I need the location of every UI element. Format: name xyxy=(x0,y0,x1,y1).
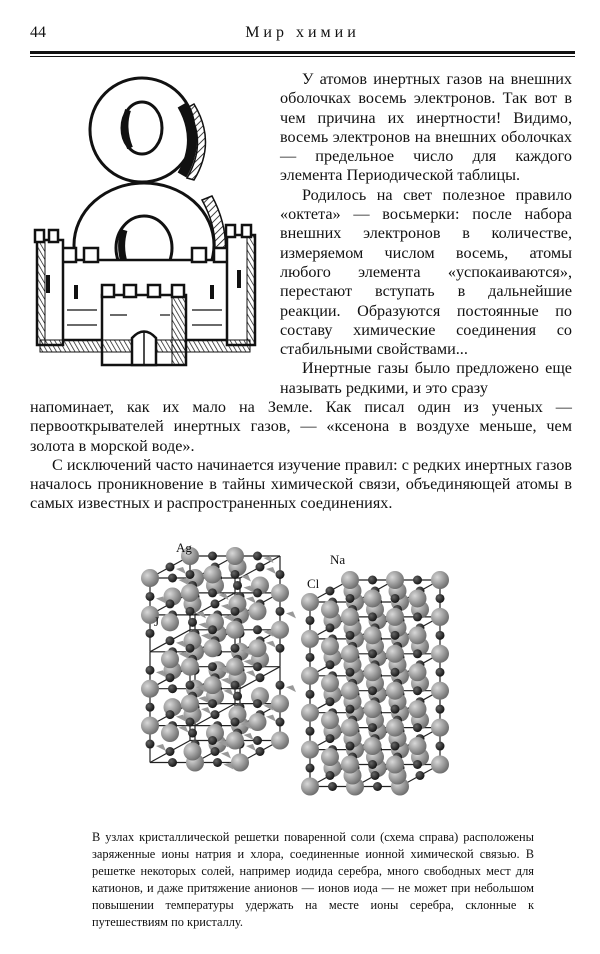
cation-sphere xyxy=(346,631,355,640)
cation-sphere xyxy=(413,612,422,621)
cation-sphere xyxy=(186,681,195,690)
cation-sphere xyxy=(231,570,240,579)
anion-sphere xyxy=(386,645,404,663)
anion-sphere xyxy=(386,608,404,626)
cation-sphere xyxy=(208,552,217,561)
migration-arrow-icon xyxy=(286,611,296,618)
migration-arrow-icon xyxy=(201,707,211,714)
cation-sphere xyxy=(436,742,445,751)
anion-sphere xyxy=(321,711,339,729)
cation-sphere xyxy=(208,662,217,671)
paragraph-1: У атомов инертных газов на внешних оболочках восемь электронов. Так вот в чем причина их инертности! Видимо, восемь электронов на внешних оболочках — предельное число для каждого элемента Периодической таблицы. xyxy=(280,70,572,185)
cation-sphere xyxy=(368,612,377,621)
anion-sphere xyxy=(226,658,244,676)
cation-sphere xyxy=(368,760,377,769)
anion-sphere xyxy=(341,682,359,700)
migration-arrow-icon xyxy=(176,567,186,574)
cation-sphere xyxy=(211,599,220,608)
anion-sphere xyxy=(301,630,319,648)
migration-arrow-icon xyxy=(244,733,254,740)
cation-sphere xyxy=(186,718,195,727)
cation-sphere xyxy=(368,686,377,695)
label-cl: Cl xyxy=(307,576,320,591)
cation-sphere xyxy=(276,644,285,653)
cation-sphere xyxy=(146,740,155,749)
label-ag: Ag xyxy=(176,540,192,555)
anion-sphere xyxy=(341,608,359,626)
anion-sphere xyxy=(204,565,222,583)
cation-sphere xyxy=(306,690,315,699)
cation-sphere xyxy=(391,668,400,677)
anion-sphere xyxy=(431,682,449,700)
anion-sphere xyxy=(204,639,222,657)
cation-sphere xyxy=(253,552,262,561)
cation-sphere xyxy=(213,758,222,767)
anion-sphere xyxy=(161,613,179,631)
migration-arrow-icon xyxy=(266,641,276,648)
cation-sphere xyxy=(416,771,425,780)
crystal-lattice-figure xyxy=(130,530,460,815)
cation-sphere xyxy=(233,581,242,590)
label-j: J xyxy=(154,614,160,629)
header-rule-thin xyxy=(30,56,575,57)
migration-arrow-icon xyxy=(221,752,231,759)
cation-sphere xyxy=(413,760,422,769)
anion-sphere xyxy=(181,584,199,602)
anion-sphere xyxy=(431,571,449,589)
migration-arrow-icon xyxy=(286,685,296,692)
anion-sphere xyxy=(249,639,267,657)
anion-sphere xyxy=(301,667,319,685)
label-na: Na xyxy=(330,552,346,567)
anion-sphere xyxy=(226,732,244,750)
anion-sphere xyxy=(271,621,289,639)
paragraph-1-and-2 xyxy=(280,70,572,398)
cation-sphere xyxy=(346,705,355,714)
migration-arrow-icon xyxy=(266,567,276,574)
cation-sphere xyxy=(326,587,335,596)
migration-arrow-icon xyxy=(241,574,251,581)
migration-arrow-icon xyxy=(179,726,189,733)
anion-sphere xyxy=(231,754,249,772)
anion-sphere xyxy=(341,756,359,774)
anion-sphere xyxy=(386,719,404,737)
migration-arrow-icon xyxy=(246,744,256,751)
cation-sphere xyxy=(436,631,445,640)
anion-sphere xyxy=(364,663,382,681)
page-number: 44 xyxy=(30,24,46,41)
cation-sphere xyxy=(211,710,220,719)
cation-sphere xyxy=(208,625,217,634)
cation-sphere xyxy=(168,758,177,767)
anion-sphere xyxy=(161,650,179,668)
cation-sphere xyxy=(326,771,335,780)
cation-sphere xyxy=(436,594,445,603)
cation-sphere xyxy=(146,666,155,675)
cation-sphere xyxy=(276,607,285,616)
anion-sphere xyxy=(341,571,359,589)
anion-sphere xyxy=(321,637,339,655)
cation-sphere xyxy=(368,649,377,658)
cation-sphere xyxy=(371,771,380,780)
paragraph-3-end: напоминает, как их мало на Земле. Как писал один из ученых — первооткрывателей инертных газов, — «ксенона в воздухе меньше, чем золота в морской воде». xyxy=(30,398,572,455)
anion-sphere xyxy=(226,621,244,639)
anion-sphere xyxy=(431,608,449,626)
anion-sphere xyxy=(301,741,319,759)
anion-sphere xyxy=(431,756,449,774)
migration-arrow-icon xyxy=(246,596,256,603)
cation-sphere xyxy=(276,681,285,690)
cation-sphere xyxy=(306,653,315,662)
cation-sphere xyxy=(186,607,195,616)
anion-sphere xyxy=(431,719,449,737)
cation-sphere xyxy=(326,660,335,669)
cation-sphere xyxy=(208,699,217,708)
anion-sphere xyxy=(321,600,339,618)
cation-sphere xyxy=(253,625,262,634)
anion-sphere xyxy=(409,589,427,607)
cation-sphere xyxy=(413,723,422,732)
cation-sphere xyxy=(208,736,217,745)
cation-sphere xyxy=(233,692,242,701)
migration-arrow-icon xyxy=(246,670,256,677)
anion-sphere xyxy=(249,602,267,620)
cation-sphere xyxy=(391,742,400,751)
anion-sphere xyxy=(141,569,159,587)
cation-sphere xyxy=(186,570,195,579)
cation-sphere xyxy=(326,697,335,706)
cation-sphere xyxy=(413,686,422,695)
cation-sphere xyxy=(166,673,175,682)
anion-sphere xyxy=(409,737,427,755)
cation-sphere xyxy=(166,636,175,645)
anion-sphere xyxy=(141,717,159,735)
cation-sphere xyxy=(253,588,262,597)
anion-sphere xyxy=(386,756,404,774)
cation-sphere xyxy=(276,570,285,579)
cation-sphere xyxy=(326,734,335,743)
cation-sphere xyxy=(253,736,262,745)
paragraph-2: Родилось на свет полезное правило «октета» — восьмерки: после набора внешних электронов в количестве, измеряемом числом восемь, атомы любого элемента «успокаиваются», перестают вступать в дальнейшие реакции. Образуются постоянные по составу химические соединения со стабильными свойствами... xyxy=(280,185,572,359)
cation-sphere xyxy=(231,607,240,616)
cation-sphere xyxy=(253,662,262,671)
cation-sphere xyxy=(146,703,155,712)
paragraph-3-continued xyxy=(30,398,572,514)
cation-sphere xyxy=(256,747,265,756)
cation-sphere xyxy=(256,563,265,572)
anion-sphere xyxy=(364,589,382,607)
cation-sphere xyxy=(146,629,155,638)
cation-sphere xyxy=(231,644,240,653)
cation-sphere xyxy=(413,649,422,658)
anion-sphere xyxy=(161,724,179,742)
cation-sphere xyxy=(391,705,400,714)
anion-sphere xyxy=(341,719,359,737)
cation-sphere xyxy=(166,563,175,572)
cation-sphere xyxy=(368,723,377,732)
cation-sphere xyxy=(168,574,177,583)
anion-sphere xyxy=(181,695,199,713)
header-rule-thick xyxy=(30,51,575,54)
cation-sphere xyxy=(231,718,240,727)
cation-sphere xyxy=(208,588,217,597)
cation-sphere xyxy=(328,782,337,791)
cation-sphere xyxy=(188,618,197,627)
cation-sphere xyxy=(276,718,285,727)
cation-sphere xyxy=(326,623,335,632)
migration-arrow-icon xyxy=(266,715,276,722)
cation-sphere xyxy=(186,644,195,653)
anion-sphere xyxy=(321,674,339,692)
cation-sphere xyxy=(188,729,197,738)
anion-sphere xyxy=(181,658,199,676)
cation-sphere xyxy=(306,616,315,625)
anion-sphere xyxy=(386,571,404,589)
cation-sphere xyxy=(306,727,315,736)
anion-sphere xyxy=(364,700,382,718)
anion-sphere xyxy=(409,626,427,644)
cation-sphere xyxy=(391,631,400,640)
anion-sphere xyxy=(226,547,244,565)
cation-sphere xyxy=(413,576,422,585)
migration-arrow-icon xyxy=(224,689,234,696)
nacl-lattice xyxy=(301,571,449,796)
castle-eight-icon xyxy=(32,70,267,375)
cation-sphere xyxy=(368,576,377,585)
anion-sphere xyxy=(271,695,289,713)
cation-sphere xyxy=(166,599,175,608)
anion-sphere xyxy=(271,584,289,602)
paragraph-4: С исключений часто начинается изучение правил: с редких инертных газов началось проникновение в тайны химической связи, объединяющей атомы в самых известных и распространенных соединениях. xyxy=(30,455,572,513)
anion-sphere xyxy=(204,676,222,694)
agi-lattice xyxy=(141,547,296,772)
cation-sphere xyxy=(436,705,445,714)
page-header xyxy=(30,22,575,46)
migration-arrow-icon xyxy=(156,744,166,751)
cation-sphere xyxy=(166,710,175,719)
running-title: Мир химии xyxy=(245,24,360,41)
anion-sphere xyxy=(364,737,382,755)
anion-sphere xyxy=(301,704,319,722)
cation-sphere xyxy=(346,668,355,677)
cation-sphere xyxy=(231,681,240,690)
figure-caption: В узлах кристаллической решетки поваренной соли (схема справа) расположены заряженные ионы натрия и хлора, соединенные ионной химической связью. В решетке некоторых солей, например иодида серебра, много свободных мест для катионов, и даже притяжение анионов — ионов иода — не может при небольшом повышении температуры удержать на месте ионы серебра, склонные к путешествиям по кристаллу. xyxy=(92,830,534,929)
anion-sphere xyxy=(409,663,427,681)
anion-sphere xyxy=(301,593,319,611)
anion-sphere xyxy=(249,713,267,731)
cation-sphere xyxy=(168,684,177,693)
cation-sphere xyxy=(306,764,315,773)
cation-sphere xyxy=(373,782,382,791)
anion-sphere xyxy=(321,748,339,766)
cation-sphere xyxy=(253,699,262,708)
cation-sphere xyxy=(256,673,265,682)
anion-sphere xyxy=(431,645,449,663)
anion-sphere xyxy=(386,682,404,700)
cation-sphere xyxy=(166,747,175,756)
cation-sphere xyxy=(391,594,400,603)
anion-sphere xyxy=(271,732,289,750)
anion-sphere xyxy=(301,778,319,796)
cation-sphere xyxy=(146,592,155,601)
paragraph-3-start: Инертные газы было предложено еще называть редкими, и это сразу xyxy=(280,359,572,397)
cation-sphere xyxy=(346,742,355,751)
anion-sphere xyxy=(364,626,382,644)
anion-sphere xyxy=(341,645,359,663)
anion-sphere xyxy=(184,743,202,761)
anion-sphere xyxy=(141,680,159,698)
cation-sphere xyxy=(211,747,220,756)
cation-sphere xyxy=(436,668,445,677)
anion-sphere xyxy=(409,700,427,718)
cation-sphere xyxy=(346,594,355,603)
